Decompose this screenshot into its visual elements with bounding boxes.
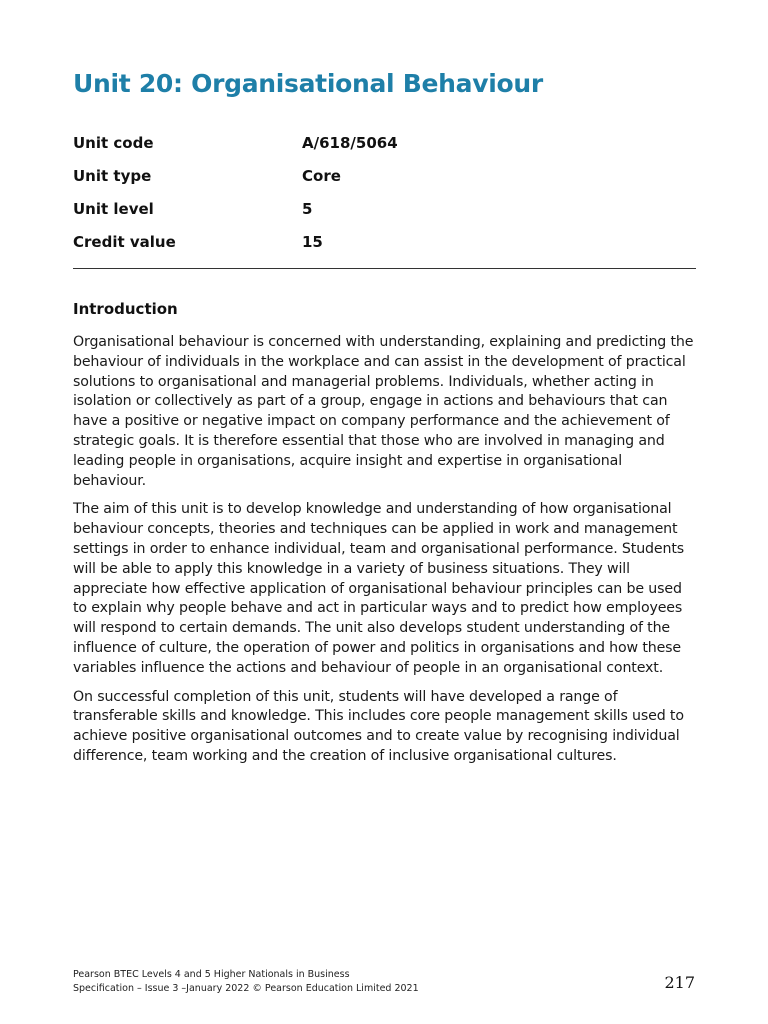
- introduction-heading: Introduction: [73, 300, 178, 318]
- page-title: Unit 20: Organisational Behaviour: [73, 69, 543, 98]
- page-footer: [73, 968, 419, 996]
- introduction-paragraph: On successful completion of this unit, students will have developed a range of transferable skills and knowledge. This includes core people management skills used to achieve positive organisational outcomes and to create value by recognising individual difference, team working and the creation of inclusive organisational cultures.: [73, 688, 684, 764]
- credit-value-value: 15: [302, 232, 323, 251]
- introduction-paragraph: Organisational behaviour is concerned with understanding, explaining and predicting the behaviour of individuals in the workplace and can assist in the development of practical solutions to organisational and managerial problems. Individuals, whether acting in isolation or collectively as part of a group, engage in actions and behaviours that can have a positive or negative impact on company performance and the achievement of strategic goals. It is therefore essential that those who are involved in managing and leading people in organisations, acquire insight and expertise in organisational behaviour.: [73, 334, 694, 489]
- section-divider: [73, 268, 696, 269]
- unit-code-value: A/618/5064: [302, 133, 398, 152]
- unit-type-label: Unit type: [73, 166, 152, 185]
- unit-info-table: [73, 126, 693, 258]
- credit-value-label: Credit value: [73, 232, 176, 251]
- unit-level-label: Unit level: [73, 199, 154, 218]
- unit-code-label: Unit code: [73, 133, 154, 152]
- unit-info-row: [73, 192, 693, 225]
- unit-level-value: 5: [302, 199, 313, 218]
- footer-publication-title: Pearson BTEC Levels 4 and 5 Higher Nationals in Business: [73, 969, 350, 980]
- footer-specification-line: Specification – Issue 3 –January 2022 © Pearson Education Limited 2021: [73, 983, 419, 994]
- introduction-paragraph: The aim of this unit is to develop knowledge and understanding of how organisational behaviour concepts, theories and techniques can be applied in work and management settings in order to enhance individual, team and organisational performance. Students will be able to apply this knowledge in a variety of business situations. They will appreciate how effective application of organisational behaviour principles can be used to explain why people behave and act in particular ways and to predict how employees will respond to certain demands. The unit also develops student understanding of the influence of culture, the operation of power and politics in organisations and how these variables influence the actions and behaviour of people in an organisational context.: [73, 501, 684, 676]
- unit-info-row: [73, 126, 693, 159]
- unit-type-value: Core: [302, 166, 341, 185]
- unit-info-row: [73, 225, 693, 258]
- unit-info-row: [73, 159, 693, 192]
- page-number: 217: [664, 973, 695, 992]
- introduction-body: [73, 333, 697, 776]
